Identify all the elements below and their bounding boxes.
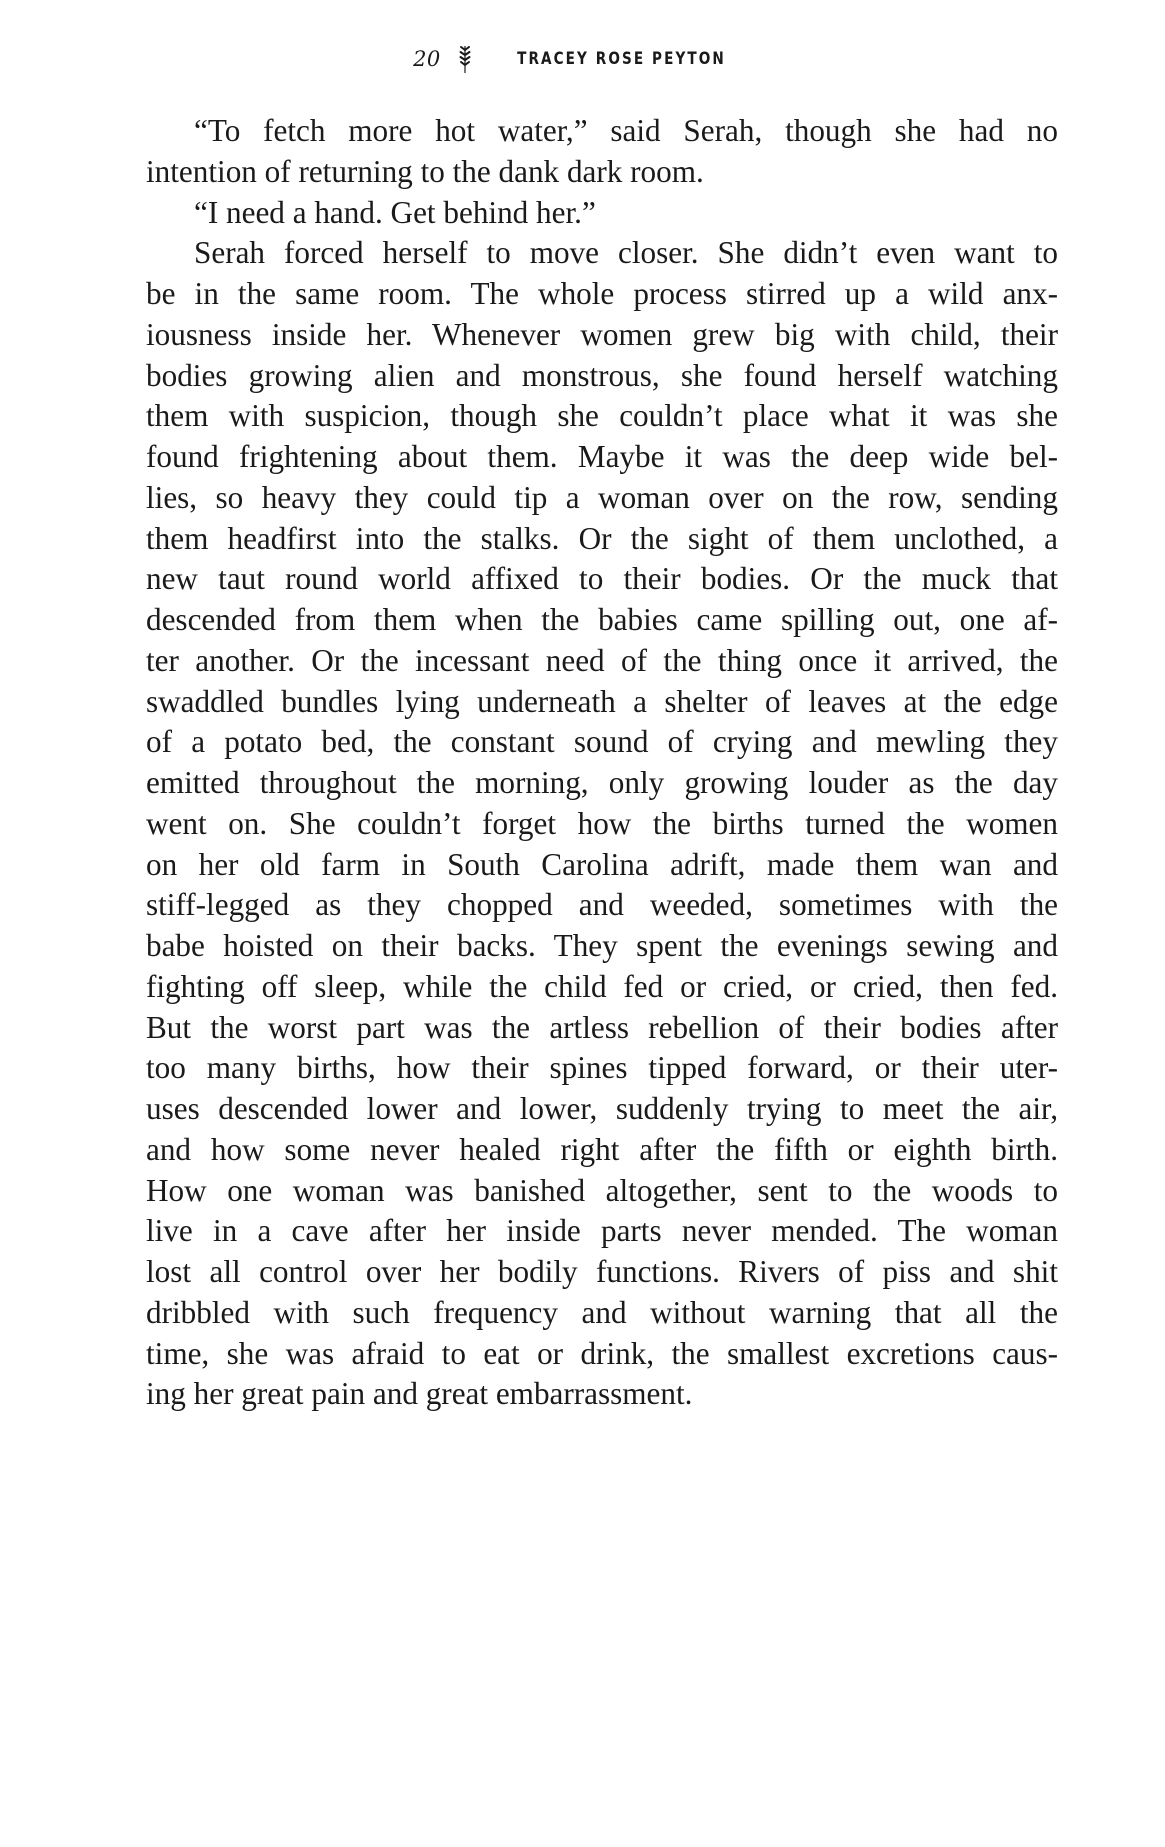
page-number: 20: [413, 47, 441, 71]
text-line: too many births, how their spines tipped forward, or their uter-: [146, 1050, 1058, 1086]
text-line: new taut round world affixed to their bodies. Or the muck that: [146, 561, 1058, 597]
text-line: Serah forced herself to move closer. She didn’t even want to: [194, 235, 1058, 271]
text-line: emitted throughout the morning, only growing louder as the day: [146, 765, 1058, 800]
text-line: live in a cave after her inside parts never mended. The woman: [146, 1213, 1058, 1249]
paragraph: [146, 233, 1058, 1415]
text-line: fighting off sleep, while the child fed or cried, or cried, then fed.: [146, 968, 1058, 1004]
text-line: ing her great pain and great embarrassment.: [146, 1376, 693, 1412]
text-line: be in the same room. The whole process stirred up a wild anx-: [146, 276, 1058, 311]
text-line: lies, so heavy they could tip a woman over on the row, sending: [146, 479, 1058, 515]
text-line: dribbled with such frequency and without warning that all the: [146, 1294, 1058, 1330]
paragraph: [146, 111, 1058, 193]
text-line: of a potato bed, the constant sound of crying and mewling they: [146, 724, 1058, 760]
text-line: lost all control over her bodily functions. Rivers of piss and shit: [146, 1254, 1058, 1289]
text-line: uses descended lower and lower, suddenly trying to meet the air,: [146, 1091, 1058, 1126]
text-line: time, she was afraid to eat or drink, the smallest excretions caus-: [146, 1335, 1058, 1371]
wheat-sprig-icon: [458, 44, 472, 74]
text-line: “I need a hand. Get behind her.”: [194, 194, 596, 230]
text-line: found frightening about them. Maybe it was the deep wide bel-: [146, 439, 1058, 474]
text-line: intention of returning to the dank dark room.: [146, 153, 704, 189]
author-name: TRACEY ROSE PEYTON: [517, 49, 726, 69]
body-text: [146, 111, 1058, 1415]
text-line: “To fetch more hot water,” said Serah, though she had no: [194, 113, 1058, 148]
paragraph: [146, 193, 1058, 234]
text-line: babe hoisted on their backs. They spent the evenings sewing and: [146, 928, 1058, 963]
text-line: swaddled bundles lying underneath a shelter of leaves at the edge: [146, 683, 1058, 719]
text-line: them with suspicion, though she couldn’t place what it was she: [146, 398, 1058, 434]
text-line: went on. She couldn’t forget how the births turned the women: [146, 805, 1058, 841]
text-line: How one woman was banished altogether, sent to the woods to: [146, 1172, 1058, 1208]
text-line: on her old farm in South Carolina adrift, made them wan and: [146, 846, 1058, 882]
text-line: bodies growing alien and monstrous, she found herself watching: [146, 357, 1058, 393]
text-line: stiff-legged as they chopped and weeded, sometimes with the: [146, 887, 1058, 923]
text-line: ter another. Or the incessant need of the thing once it arrived, the: [146, 642, 1058, 678]
running-header: [0, 44, 1165, 74]
text-line: descended from them when the babies came spilling out, one af-: [146, 602, 1058, 637]
text-line: and how some never healed right after the fifth or eighth birth.: [146, 1131, 1058, 1167]
text-line: iousness inside her. Whenever women grew big with child, their: [146, 316, 1058, 352]
text-line: them headfirst into the stalks. Or the sight of them unclothed, a: [146, 520, 1058, 556]
text-line: But the worst part was the artless rebellion of their bodies after: [146, 1009, 1058, 1045]
